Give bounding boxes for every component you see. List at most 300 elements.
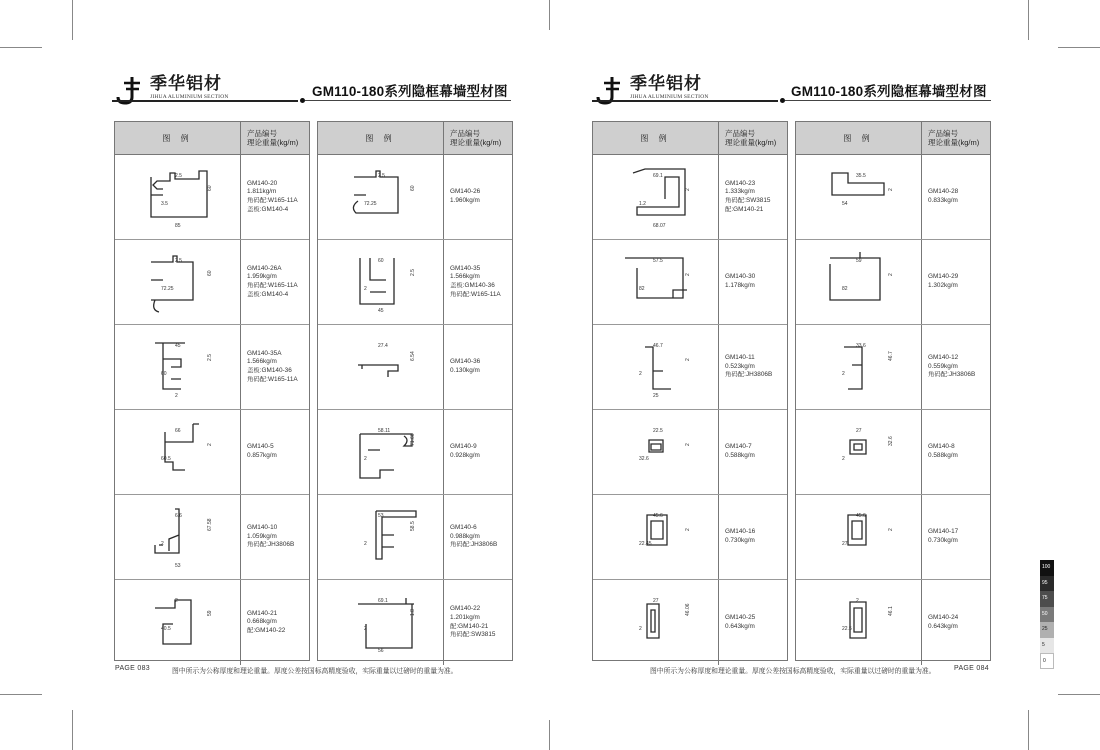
profile-section-icon (115, 410, 240, 495)
profile-section-icon (593, 325, 718, 410)
profile-section-icon (318, 495, 443, 580)
dimension-label: 22.5 (842, 626, 852, 632)
dimension-label: 27 (856, 428, 862, 434)
theoretical-weight: 0.730kg/m (928, 537, 958, 544)
profile-outline (645, 347, 671, 389)
profile-drawing (796, 240, 922, 324)
profile-drawing (318, 155, 444, 239)
product-code: GM140-35 (450, 264, 481, 272)
brand-name-cn: 季华铝材 (150, 74, 222, 94)
profile-row (593, 580, 787, 665)
profile-section-icon (796, 410, 921, 495)
profile-section-icon (115, 155, 240, 240)
accessory-note: 角码配:SW3815 (450, 631, 496, 639)
dimension-label: 1.2 (639, 201, 646, 207)
profile-row (593, 155, 787, 240)
theoretical-weight: 0.668kg/m (247, 618, 277, 626)
dimension-label: 45.6 (856, 513, 866, 519)
dimension-label: 2 (364, 541, 367, 547)
profile-row (115, 240, 309, 325)
density-swatch: 95 (1040, 576, 1054, 592)
profile-info (922, 580, 990, 665)
dimension-label: 46.1 (888, 606, 894, 616)
profile-outline (358, 598, 414, 648)
profile-drawing (115, 325, 241, 409)
dimension-label: 2 (685, 273, 691, 276)
profile-drawing (593, 410, 719, 494)
header-product-code: 产品编号 (247, 128, 277, 138)
profile-section-icon (115, 325, 240, 410)
profile-row (318, 325, 512, 410)
profile-row (593, 495, 787, 580)
product-code: GM140-29 (928, 273, 959, 281)
profile-drawing (796, 410, 922, 494)
profile-section-icon (593, 495, 718, 580)
profile-info (241, 240, 309, 324)
table-header (115, 122, 309, 155)
dimension-label: 22.5 (653, 428, 663, 434)
dimension-label: 2 (842, 456, 845, 462)
dimension-label: 32.6 (639, 456, 649, 462)
header-info-label (922, 122, 990, 154)
dimension-label: 72.25 (364, 201, 377, 207)
theoretical-weight: 0.130kg/m (450, 367, 480, 374)
dimension-label: 46.7 (888, 351, 894, 361)
profile-info (922, 240, 990, 324)
profile-row (796, 495, 990, 580)
dimension-label: 2 (175, 598, 178, 604)
dimension-label: 27.4 (378, 343, 388, 349)
header-rule (305, 100, 511, 101)
profile-row (115, 155, 309, 240)
accessory-note: 角码配:JH3806B (450, 541, 498, 549)
profile-section-icon (593, 155, 718, 240)
theoretical-weight: 0.833kg/m (928, 197, 958, 204)
profile-row (115, 580, 309, 665)
profile-outline (647, 604, 659, 638)
product-code: GM140-7 (725, 443, 752, 451)
header-figure-label: 图 例 (115, 122, 241, 154)
dimension-label: 40.5 (161, 626, 171, 632)
accessory-note: 盖板:GM140-36 (247, 367, 292, 374)
dimension-label: 60 (161, 371, 167, 377)
dimension-label: 45.6 (653, 513, 663, 519)
theoretical-weight: 1.333kg/m (725, 188, 755, 196)
profile-row (796, 410, 990, 495)
profile-drawing (593, 155, 719, 239)
dimension-label: 6.6 (175, 513, 182, 519)
dimension-label: 1.8 (410, 609, 416, 616)
header-product-code: 产品编号 (450, 128, 480, 138)
profile-outline (850, 602, 866, 638)
profile-section-icon (318, 155, 443, 240)
dimension-label: 59 (856, 258, 862, 264)
dimension-label: 22.45 (639, 541, 652, 547)
profile-table (592, 121, 788, 661)
dimension-label: 69.1 (653, 173, 663, 179)
profile-info (922, 495, 990, 579)
theoretical-weight: 1.811kg/m (247, 188, 277, 196)
dimension-label: 2 (175, 393, 178, 399)
accessory-note: 角码配:W165-11A (247, 197, 298, 204)
profile-info (241, 325, 309, 409)
header-rule (785, 100, 991, 101)
accessory-note: 配:GM140-22 (247, 626, 286, 634)
density-swatch: 100 (1040, 560, 1054, 576)
header-weight: 理论重量(kg/m) (928, 138, 980, 147)
dimension-label: 2 (888, 528, 894, 531)
color-density-bar (1040, 560, 1054, 669)
profile-drawing (318, 410, 444, 494)
product-code: GM140-35A (247, 349, 282, 357)
profile-info (444, 325, 512, 409)
product-code: GM140-22 (450, 605, 481, 613)
profile-outline (844, 347, 862, 389)
profile-section-icon (796, 325, 921, 410)
accessory-note: 配:GM140-21 (450, 622, 489, 630)
dimension-label: 57.5 (653, 258, 663, 264)
dimension-label: 2 (364, 626, 367, 632)
density-swatch: 25 (1040, 622, 1054, 638)
profile-outline (165, 424, 199, 470)
profile-outline (625, 258, 687, 298)
theoretical-weight: 0.643kg/m (928, 622, 958, 630)
dimension-label: 33.6 (856, 343, 866, 349)
profile-info (241, 410, 309, 494)
dimension-label: 2 (207, 443, 213, 446)
profile-info (444, 495, 512, 579)
dimension-label: 58.11 (378, 428, 391, 434)
header-figure-label: 图 例 (593, 122, 719, 154)
dimension-label: 60 (410, 185, 416, 191)
theoretical-weight: 1.059kg/m (247, 532, 277, 540)
dimension-label: 45 (175, 343, 181, 349)
profile-section-icon (115, 240, 240, 325)
accessory-note: 角码配:JH3806B (928, 371, 976, 379)
dimension-label: 2 (639, 371, 642, 377)
profile-drawing (796, 325, 922, 409)
footer-note: 图中所示为公称厚度和理论重量。厚度公差按国标高精度验收，实际重量以过磅时的重量为准。 (172, 668, 458, 675)
profile-section-icon (593, 580, 718, 665)
profile-row (115, 325, 309, 410)
profile-row (318, 240, 512, 325)
profile-outline (155, 600, 191, 644)
profile-drawing (115, 240, 241, 324)
header-figure-label: 图 例 (318, 122, 444, 154)
profile-info (719, 580, 787, 665)
dimension-label: 60.5 (161, 456, 171, 462)
table-header (796, 122, 990, 155)
dimension-label: 2 (685, 358, 691, 361)
product-code: GM140-9 (450, 443, 477, 451)
profile-info (444, 410, 512, 494)
header-product-code: 产品编号 (725, 128, 755, 138)
header-info-label (719, 122, 787, 154)
dimension-label: 58.5 (410, 521, 416, 531)
profile-section-icon (796, 580, 921, 665)
profile-row (115, 495, 309, 580)
product-code: GM140-17 (928, 528, 959, 536)
accessory-note: 配:GM140-21 (725, 205, 764, 213)
accessory-note: 角码配:JH3806B (725, 371, 773, 379)
profile-outline (649, 440, 663, 452)
header-figure-label: 图 例 (796, 122, 922, 154)
theoretical-weight: 1.178kg/m (725, 282, 755, 289)
profile-row (796, 240, 990, 325)
dimension-label: 2 (639, 626, 642, 632)
profile-info (719, 325, 787, 409)
profile-info (719, 495, 787, 579)
brand-name-cn: 季华铝材 (630, 74, 702, 94)
density-swatch: 5 (1040, 638, 1054, 654)
profile-drawing (318, 580, 444, 665)
dimension-label: 66 (175, 428, 181, 434)
dimension-label: 2 (888, 273, 894, 276)
dimension-label: 60 (207, 185, 213, 191)
profile-drawing (318, 240, 444, 324)
dimension-label: 27 (842, 541, 848, 547)
header-weight: 理论重量(kg/m) (450, 138, 502, 147)
profile-row (796, 580, 990, 665)
dimension-label: 25 (653, 393, 659, 399)
profile-drawing (593, 495, 719, 579)
profile-drawing (115, 155, 241, 239)
profile-section-icon (318, 325, 443, 410)
product-code: GM140-10 (247, 524, 278, 532)
profile-info (922, 410, 990, 494)
profile-info (241, 580, 309, 665)
theoretical-weight: 0.730kg/m (725, 537, 755, 544)
profile-row (318, 495, 512, 580)
page-right (550, 0, 1100, 750)
product-code: GM140-25 (725, 613, 756, 621)
dimension-label: 72.25 (161, 286, 174, 292)
dimension-label: 85 (175, 223, 181, 229)
product-code: GM140-21 (247, 609, 278, 617)
profile-outline (155, 343, 185, 389)
profile-row (115, 410, 309, 495)
profile-drawing (115, 495, 241, 579)
dimension-label: 67.58 (207, 518, 213, 531)
profile-outline (151, 256, 193, 312)
header-weight: 理论重量(kg/m) (725, 138, 777, 147)
profile-info (241, 495, 309, 579)
accessory-note: 盖板:GM140-36 (450, 282, 495, 289)
table-header (318, 122, 512, 155)
density-swatch: 75 (1040, 591, 1054, 607)
dimension-label: 68.07 (653, 223, 666, 229)
profile-info (922, 325, 990, 409)
profile-drawing (796, 495, 922, 579)
product-code: GM140-12 (928, 354, 959, 362)
profile-info (922, 155, 990, 239)
profile-section-icon (796, 495, 921, 580)
profile-info (719, 155, 787, 239)
dimension-label: 54 (842, 201, 848, 207)
dimension-label: 2.5 (378, 173, 385, 179)
product-code: GM140-28 (928, 188, 959, 196)
dimension-label: 2 (364, 286, 367, 292)
series-title: GM110-180系列隐框幕墙型材图 (791, 84, 987, 99)
profile-section-icon (318, 580, 443, 665)
accessory-note: 盖板:GM140-4 (247, 205, 289, 213)
dimension-label: 32.6 (888, 436, 894, 446)
density-swatch: 0 (1040, 653, 1054, 669)
dimension-label: 6.54 (410, 351, 416, 361)
product-code: GM140-26 (450, 188, 481, 196)
theoretical-weight: 0.643kg/m (725, 622, 755, 630)
dimension-label: 2.5 (175, 258, 182, 264)
profile-drawing (796, 580, 922, 665)
product-code: GM140-5 (247, 443, 274, 451)
profile-row (796, 325, 990, 410)
dimension-label: 2 (888, 188, 894, 191)
theoretical-weight: 1.960kg/m (450, 197, 480, 204)
theoretical-weight: 0.559kg/m (928, 362, 958, 370)
profile-table (795, 121, 991, 661)
accessory-note: 角码配:JH3806B (247, 541, 295, 549)
dimension-label: 59 (207, 610, 213, 616)
profile-drawing (318, 325, 444, 409)
dimension-label: 56 (378, 648, 384, 654)
dimension-label: 2 (685, 188, 691, 191)
profile-info (241, 155, 309, 239)
product-code: GM140-24 (928, 613, 959, 621)
profile-outline (360, 434, 412, 478)
dimension-label: 46.7 (653, 343, 663, 349)
table-header (593, 122, 787, 155)
profile-drawing (318, 495, 444, 579)
product-code: GM140-23 (725, 179, 756, 187)
profile-info (444, 155, 512, 239)
profile-drawing (593, 240, 719, 324)
theoretical-weight: 0.988kg/m (450, 532, 480, 540)
theoretical-weight: 1.302kg/m (928, 282, 958, 289)
profile-row (593, 325, 787, 410)
dimension-label: 2.5 (207, 354, 213, 361)
page-number: PAGE 083 (115, 665, 150, 672)
dimension-label: 35.5 (856, 173, 866, 179)
profile-row (318, 580, 512, 665)
dimension-label: 2 (842, 371, 845, 377)
series-title: GM110-180系列隐框幕墙型材图 (312, 84, 508, 99)
dimension-label: 69.1 (378, 598, 388, 604)
dimension-label: 60 (207, 270, 213, 276)
dimension-label: 2 (685, 443, 691, 446)
accessory-note: 角码配:SW3815 (725, 197, 771, 204)
dimension-label: 2 (856, 598, 859, 604)
theoretical-weight: 0.928kg/m (450, 452, 480, 459)
profile-drawing (796, 155, 922, 239)
product-code: GM140-8 (928, 443, 955, 451)
profile-row (318, 410, 512, 495)
profile-section-icon (115, 495, 240, 580)
header-rule (112, 100, 298, 102)
profile-drawing (593, 580, 719, 665)
theoretical-weight: 1.566kg/m (450, 273, 480, 281)
dimension-label: 82 (842, 286, 848, 292)
profile-info (444, 580, 512, 665)
accessory-note: 角码配:W165-11A (247, 375, 298, 383)
theoretical-weight: 1.566kg/m (247, 358, 277, 366)
dimension-label: 2 (685, 528, 691, 531)
dimension-label: 53 (378, 513, 384, 519)
theoretical-weight: 0.523kg/m (725, 362, 755, 370)
profile-drawing (593, 325, 719, 409)
profile-table (114, 121, 310, 661)
profile-outline (830, 252, 880, 300)
product-code: GM140-30 (725, 273, 756, 281)
header-info-label (241, 122, 309, 154)
dimension-label: 2 (161, 541, 164, 547)
page-number: PAGE 084 (954, 665, 989, 672)
profile-outline (850, 440, 866, 454)
dimension-label: 3.5 (161, 201, 168, 207)
dimension-label: 71.60 (410, 433, 416, 446)
profile-section-icon (796, 240, 921, 325)
theoretical-weight: 1.959kg/m (247, 273, 277, 281)
accessory-note: 角码配:W165-11A (450, 290, 501, 298)
brand-name-en: JIHUA ALUMINIUM SECTION (150, 94, 229, 100)
profile-table (317, 121, 513, 661)
profile-row (318, 155, 512, 240)
theoretical-weight: 0.588kg/m (928, 452, 958, 459)
header-info-label (444, 122, 512, 154)
dimension-label: 82 (639, 286, 645, 292)
dimension-label: 53 (175, 563, 181, 569)
profile-info (444, 240, 512, 324)
product-code: GM140-16 (725, 528, 756, 536)
dimension-label: 2.5 (410, 269, 416, 276)
product-code: GM140-36 (450, 358, 481, 366)
accessory-note: 盖板:GM140-4 (247, 290, 289, 298)
profile-section-icon (318, 240, 443, 325)
dimension-label: 45 (378, 308, 384, 314)
product-code: GM140-20 (247, 179, 278, 187)
profile-section-icon (593, 410, 718, 495)
profile-drawing (115, 410, 241, 494)
product-code: GM140-6 (450, 524, 477, 532)
product-code: GM140-11 (725, 354, 755, 362)
profile-info (719, 410, 787, 494)
footer-note: 图中所示为公称厚度和理论重量。厚度公差按国标高精度验收，实际重量以过磅时的重量为准。 (650, 668, 936, 675)
profile-info (719, 240, 787, 324)
profile-outline (360, 258, 394, 304)
profile-section-icon (115, 580, 240, 665)
profile-section-icon (593, 240, 718, 325)
dimension-label: 2 (364, 456, 367, 462)
profile-drawing (115, 580, 241, 665)
header-product-code: 产品编号 (928, 128, 958, 138)
profile-row (593, 240, 787, 325)
theoretical-weight: 1.201kg/m (450, 613, 480, 621)
profile-section-icon (318, 410, 443, 495)
product-code: GM140-26A (247, 264, 282, 272)
profile-row (796, 155, 990, 240)
header-rule (592, 100, 778, 102)
brand-name-en: JIHUA ALUMINIUM SECTION (630, 94, 709, 100)
density-swatch: 50 (1040, 607, 1054, 623)
profile-section-icon (796, 155, 921, 240)
accessory-note: 角码配:W165-11A (247, 282, 298, 289)
theoretical-weight: 0.588kg/m (725, 452, 755, 459)
dimension-label: 46.06 (685, 603, 691, 616)
dimension-label: 27 (653, 598, 659, 604)
dimension-label: 2.5 (175, 173, 182, 179)
theoretical-weight: 0.857kg/m (247, 452, 277, 459)
header-weight: 理论重量(kg/m) (247, 138, 299, 147)
profile-row (593, 410, 787, 495)
